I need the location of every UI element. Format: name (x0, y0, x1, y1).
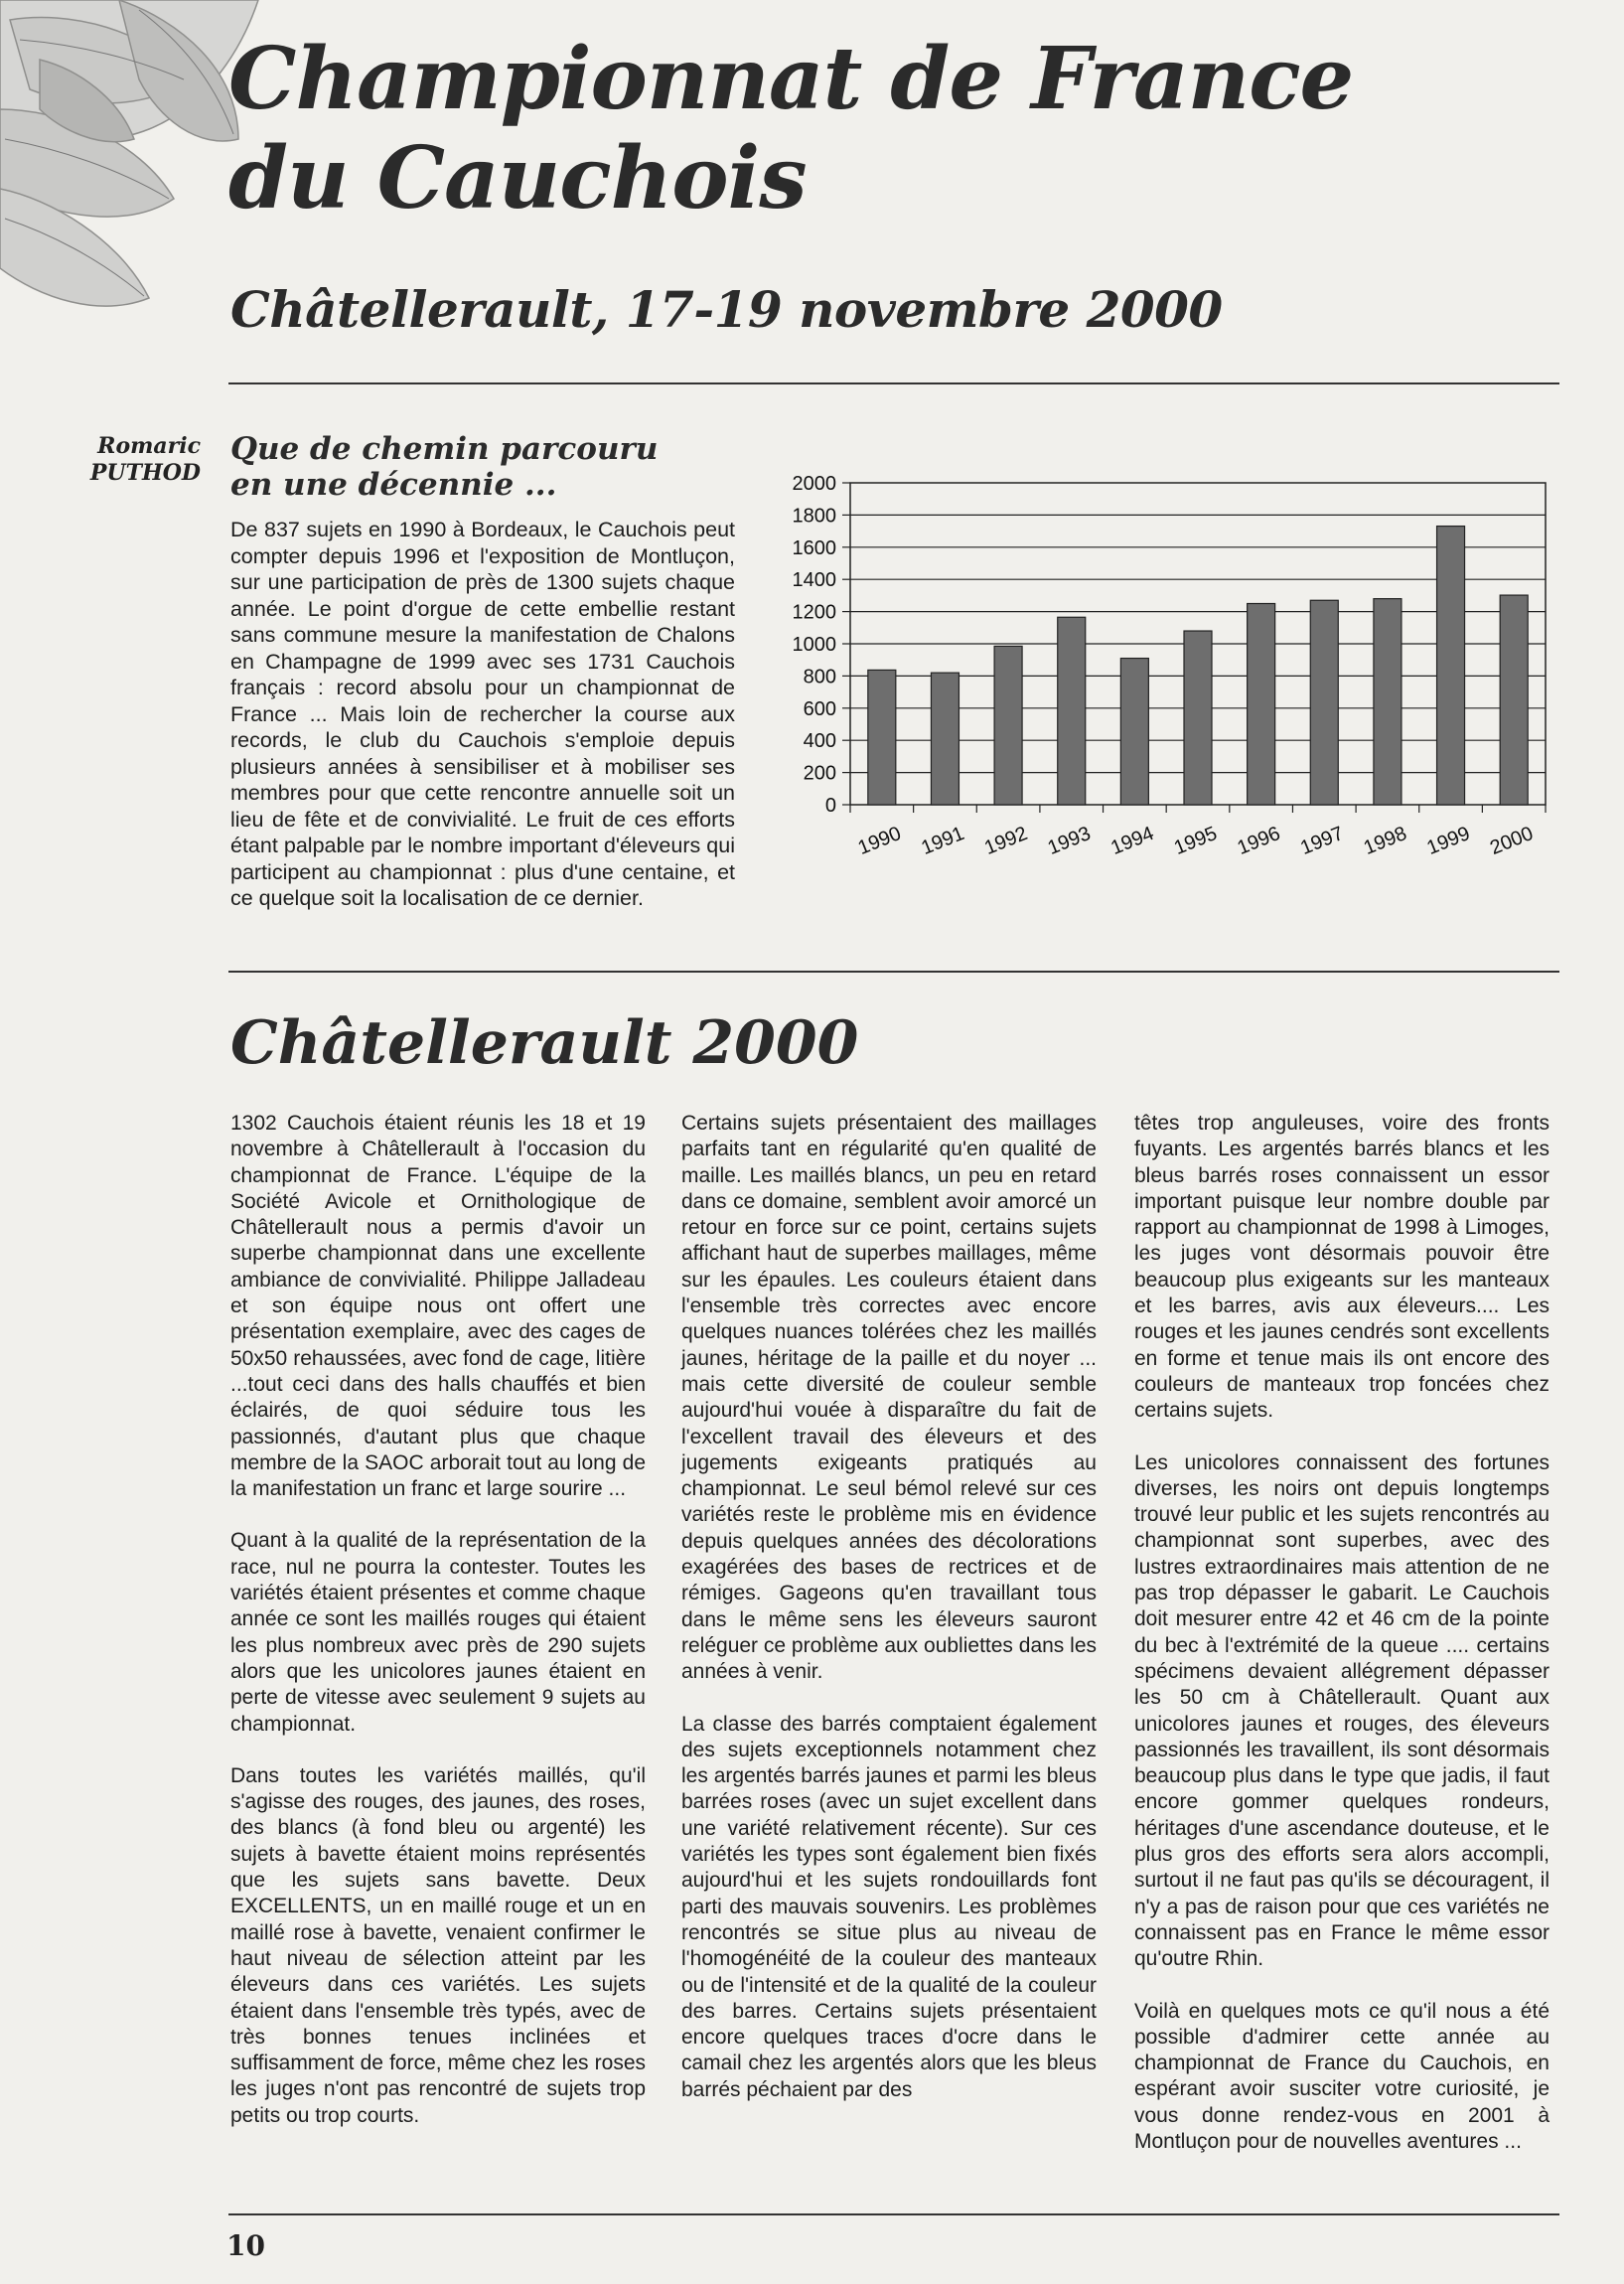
x-tick-label: 1991 (918, 822, 967, 859)
x-tick-label: 1995 (1171, 822, 1221, 859)
bar-2000 (1500, 595, 1528, 805)
paragraph: Quant à la qualité de la représentation de la race, nul ne pourra la contester. Toutes les variétés étaient présentes et comme chaque année ce sont les maillés rouges qui étaient les plus nombreux avec près de 290 sujets alors que les unicolores jaunes étaient en perte de vitesse avec seulement 9 sujets au championnat. (230, 1529, 646, 1736)
title-line-1: Championnat de France (228, 29, 1354, 129)
page-number: 10 (226, 2229, 265, 2262)
y-tick-label: 1600 (792, 536, 836, 559)
bar-1999 (1437, 527, 1465, 805)
intro-heading-line-1: Que de chemin parcouru (230, 431, 659, 467)
bar-1997 (1310, 600, 1338, 805)
title-line-2: du Cauchois (228, 128, 807, 228)
section-divider (228, 971, 1559, 973)
x-tick-label: 1992 (981, 822, 1031, 859)
bar-1990 (868, 670, 896, 805)
y-tick-label: 1200 (792, 601, 836, 624)
y-tick-label: 800 (803, 666, 836, 688)
paragraph: Dans toutes les variétés maillés, qu'il s'agisse des rouges, des jaunes, des roses, des blancs (à fond bleu ou argenté) les sujets à bavette étaient moins représentés que les sujets sans bavette. Deux EXCELLENTS, un en maillé rouge et un en maillé rose à bavette, venaient confirmer le haut niveau de sélection atteint par les éleveurs dans ces variétés. Les sujets étaient dans l'ensemble très typés, avec de très bonnes tenues inclinées et suffisamment de force, même chez les roses les juges n'ont pas rencontré de sujets trop petits ou trop courts. (230, 1763, 646, 2127)
x-tick-label: 1999 (1423, 822, 1474, 859)
article-subtitle: Châtellerault, 17-19 novembre 2000 (230, 280, 1223, 339)
body-column-1 (230, 1111, 646, 2155)
author-byline (77, 433, 201, 487)
x-tick-label: 1990 (854, 822, 905, 859)
y-tick-label: 1800 (792, 505, 836, 528)
y-tick-label: 0 (824, 795, 836, 817)
article-title (228, 30, 1353, 228)
x-tick-label: 1997 (1297, 822, 1347, 859)
bar-1993 (1058, 617, 1086, 805)
paragraph: têtes trop anguleuses, voire des fronts fuyants. Les argentés barrés blancs et les bleus barrés roses connaissent un essor important puisque leur nombre double par rapport au championnat de 1998 à Limoges, les juges vont désormais pouvoir être beaucoup plus exigeants sur les manteaux et les barres, avis aux éleveurs.... Les rouges et les jaunes cendrés sont excellents en forme et tenue mais ils ont encore des couleurs de manteaux trop foncées chez certains sujets. (1134, 1112, 1550, 1423)
y-tick-label: 2000 (792, 473, 836, 495)
paragraph: Voilà en quelques mots ce qu'il nous a été possible d'admirer cette année au championnat de France du Cauchois, en espérant avoir susciter votre curiosité, je vous donne rendez-vous en 2001 à Montluçon pour de nouvelles aventures ... (1134, 1999, 1550, 2153)
bar-1994 (1120, 659, 1148, 805)
bar-1992 (994, 646, 1022, 805)
footer-divider (228, 2213, 1559, 2215)
intro-paragraph: De 837 sujets en 1990 à Bordeaux, le Cauchois peut compter depuis 1996 et l'exposition de Montluçon, sur une participation de près de 1300 sujets chaque année. Le point d'orgue de cette embellie restant sans commune mesure la manifestation de Chalons en Champagne de 1999 avec ses 1731 Cauchois français : record absolu pour un championnat de France ... Mais loin de rechercher la course aux records, le club du Cauchois s'emploie depuis plusieurs années à sensibiliser et à mobiliser ses membres pour que cette rencontre annuelle soit un lieu de fête et de convivialité. Le fruit de ces efforts étant palpable par le nombre important d'éleveurs qui participent au championnat : plus d'une centaine, et ce quelque soit la localisation de ce dernier. (230, 518, 735, 910)
paragraph: Les unicolores connaissent des fortunes diverses, les noirs ont depuis longtemps trouvé leur public et les sujets rencontrés au championnat sont superbes, avec des lustres extraordinaires mais attention de ne pas trop dépasser le gabarit. Le Cauchois doit mesurer entre 42 et 46 cm de la pointe du bec à l'extrémité de la queue .... certains spécimens devaient allégrement dépasser les 50 cm à Châtellerault. Quant aux unicolores jaunes et rouges, des éleveurs passionnés les travaillent, ils sont désormais beaucoup plus dans le type que jadis, il faut encore gommer quelques rondeurs, héritages d'une ascendance douteuse, et le plus gros des efforts sera alors accompli, surtout il ne faut pas qu'ils se découragent, il n'y a pas de raison pour que ces variétés ne connaissent pas en France le même essor qu'outre Rhin. (1134, 1450, 1550, 1971)
participation-bar-chart (771, 467, 1565, 884)
author-first-name: Romaric (97, 433, 201, 459)
section-heading: Châtellerault 2000 (230, 1008, 859, 1078)
bar-1991 (931, 673, 959, 805)
paragraph: Certains sujets présentaient des maillages parfaits tant en régularité qu'en qualité de maille. Les maillés blancs, un peu en retard dans ce domaine, semblent avoir amorcé un retour en force sur ce point, certains sujets affichant haut de superbes maillages, même sur les épaules. Les couleurs étaient dans l'ensemble très correctes avec encore quelques nuances tolérées chez les maillés jaunes, héritage de la paille et du noyer ... mais cette diversité de couleur semble aujourd'hui vouée à disparaître du fait de l'excellent travail des éleveurs et des jugements exigeants pratiqués au championnat. Le seul bémol relevé sur ces variétés reste le problème mis en évidence depuis quelques années des décolorations exagérées des bases de rectrices et de rémiges. Gageons qu'en travaillant tous dans le même sens les éleveurs sauront reléguer ce problème aux oubliettes dans les années à venir. (681, 1112, 1097, 1684)
intro-heading-line-2: en une décennie ... (230, 467, 557, 503)
body-column-3 (1134, 1111, 1550, 2181)
header-divider (228, 382, 1559, 384)
x-tick-label: 1998 (1360, 822, 1410, 859)
intro-heading (230, 431, 747, 503)
bar-1998 (1374, 599, 1402, 805)
x-tick-label: 1996 (1234, 822, 1284, 859)
bar-1995 (1184, 631, 1212, 805)
paragraph: 1302 Cauchois étaient réunis les 18 et 19 novembre à Châtellerault à l'occasion du championnat de France. L'équipe de la Société Avicole et Ornithologique de Châtellerault nous a permis d'avoir un superbe championnat dans une excellente ambiance de convivialité. Philippe Jalladeau et son équipe nous ont offert une présentation exemplaire, avec des cages de 50x50 rehaussées, avec fond de cage, litière ...tout ceci dans des halls chauffés et bien éclairés, de quoi séduire tous les passionnés, d'autant plus que chaque membre de la SAOC arborait tout au long de la manifestation un franc et large sourire ... (230, 1112, 646, 1501)
author-last-name: PUTHOD (89, 460, 201, 486)
paragraph: La classe des barrés comptaient également des sujets exceptionnels notamment chez les argentés barrés jaunes et parmi les bleus barrées roses (avec un sujet excellent dans une variété relativement récente). Sur ces variétés les types sont également bien fixés aujourd'hui et les sujets rondouillards font parti des mauvais souvenirs. Les problèmes rencontrés se situe plus au niveau de l'homogénéité de la couleur des manteaux ou de l'intensité et de la qualité de la couleur des barres. Certains sujets présentaient encore quelques traces d'ocre dans le camail chez les argentés alors que les bleus barrés péchaient par des (681, 1712, 1097, 2101)
y-tick-label: 1000 (792, 634, 836, 656)
body-column-2 (681, 1111, 1097, 2129)
x-tick-label: 2000 (1487, 822, 1537, 859)
y-tick-label: 400 (803, 730, 836, 753)
y-tick-label: 1400 (792, 569, 836, 592)
x-tick-label: 1994 (1107, 822, 1157, 859)
y-tick-label: 200 (803, 762, 836, 785)
x-tick-label: 1993 (1044, 822, 1095, 859)
y-tick-label: 600 (803, 697, 836, 720)
bar-1996 (1248, 604, 1275, 806)
